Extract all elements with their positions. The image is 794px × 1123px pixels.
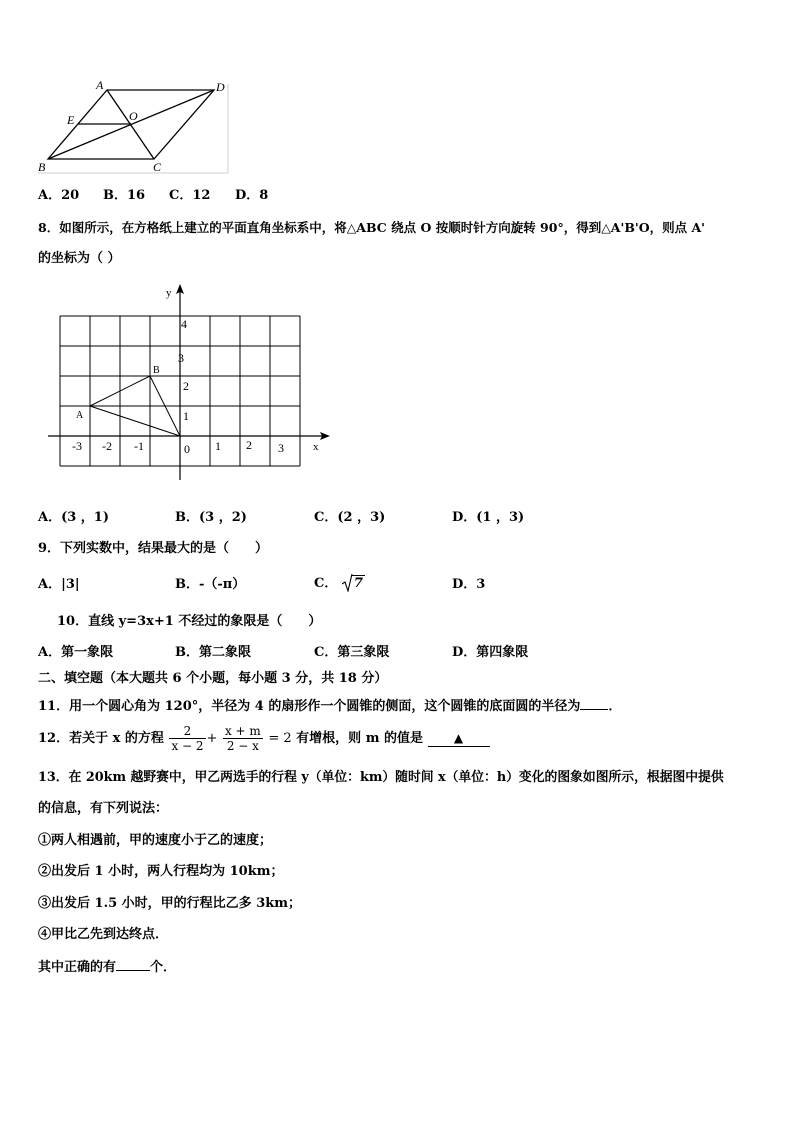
fraction-1 — [169, 724, 205, 753]
y-tick-4: 4 — [181, 317, 187, 331]
x-tick-2: 2 — [246, 438, 252, 452]
q11-end: ． — [608, 699, 622, 714]
y-tick-2: 2 — [183, 379, 189, 393]
label-a: A — [96, 78, 104, 92]
label-o: O — [129, 109, 138, 123]
q12-suffix: 有增根，则 m 的值是 — [296, 731, 423, 746]
label-e: E — [67, 113, 75, 127]
q10-stem: 10．直线 y=3x+1 不经过的象限是（ ） — [57, 614, 322, 629]
q13-conclusion-prefix: 其中正确的有 — [38, 960, 117, 975]
q11-text: 11．用一个圆心角为 120°，半径为 4 的扇形作一个圆锥的侧面，这个圆锥的底面圆的半径为 — [38, 699, 581, 714]
q8-option-b: B．(3 ，2) — [175, 510, 247, 525]
q12-line — [38, 721, 490, 761]
q10-option-c: C．第三象限 — [314, 645, 390, 660]
q9-stem: 9．下列实数中，结果最大的是（ ） — [38, 541, 269, 556]
q13-stem-line1: 13．在 20km 越野赛中，甲乙两选手的行程 y（单位：km）随时间 x（单位：h）变化的图象如图所示，根据图中提供 — [38, 770, 724, 785]
q12-prefix: 12．若关于 x 的方程 — [38, 731, 164, 746]
q9-option-b: B．-（-π） — [175, 577, 246, 592]
parallelogram-figure — [34, 76, 234, 176]
x-tick-neg1: -1 — [134, 439, 144, 453]
label-b: B — [38, 160, 46, 174]
y-tick-3: 3 — [178, 351, 184, 365]
q9-option-a: A．|3| — [38, 577, 80, 592]
answer-marker-icon: ▲ — [453, 731, 464, 745]
sqrt-icon — [342, 573, 353, 592]
q10-option-b: B．第二象限 — [175, 645, 251, 660]
q11-answer-blank — [580, 697, 608, 710]
fraction-1-numerator: 2 — [169, 724, 205, 739]
sqrt-radicand: 7 — [353, 576, 363, 591]
q13-conclusion-suffix: 个． — [150, 960, 177, 975]
plus-sign: + — [206, 731, 218, 746]
x-tick-neg2: -2 — [102, 439, 112, 453]
q8-option-d: D．(1 ，3) — [452, 510, 525, 525]
q7-option-c: C．12 — [169, 188, 211, 203]
sqrt-expression — [342, 575, 365, 592]
y-tick-1: 1 — [183, 409, 189, 423]
q8-stem-line1: 8．如图所示，在方格纸上建立的平面直角坐标系中，将△ABC 绕点 O 按顺时针方向旋转 90°，得到△A'B'O，则点 A' — [38, 220, 705, 235]
y-axis-label: y — [166, 287, 172, 299]
x-tick-0: 0 — [184, 442, 190, 456]
q7-option-a: A．20 — [38, 188, 80, 203]
q13-stem-line2: 的信息，有下列说法： — [38, 801, 169, 816]
q8-stem-line2: 的坐标为（ ） — [38, 251, 121, 266]
fraction-2 — [223, 724, 263, 753]
x-tick-neg3: -3 — [72, 439, 82, 453]
coordinate-grid-figure — [40, 280, 340, 485]
q13-statement-3: ③出发后 1.5 小时，甲的行程比乙多 3km； — [38, 896, 302, 911]
q13-statement-1: ①两人相遇前，甲的速度小于乙的速度； — [38, 833, 273, 848]
q13-answer-blank — [116, 958, 150, 971]
section-heading: 二、填空题（本大题共 6 个小题，每小题 3 分，共 18 分） — [38, 671, 388, 686]
q10-option-a: A．第一象限 — [38, 645, 114, 660]
label-c: C — [153, 160, 162, 174]
q9-option-c — [314, 575, 365, 592]
x-tick-3: 3 — [278, 441, 284, 455]
q7-option-d: D．8 — [235, 188, 269, 203]
fraction-1-denominator: x − 2 — [171, 739, 204, 753]
q13-statement-4: ④甲比乙先到达终点． — [38, 927, 169, 942]
q7-option-b: B．16 — [103, 188, 146, 203]
q13-conclusion — [38, 958, 176, 976]
fraction-2-denominator: 2 − x — [226, 739, 259, 753]
q12-answer-blank — [428, 730, 490, 747]
equals-two: = 2 — [268, 731, 292, 746]
label-d: D — [216, 80, 225, 94]
q10-option-d: D．第四象限 — [452, 645, 529, 660]
point-b-label: B — [153, 365, 160, 376]
q9-option-c-prefix: C． — [314, 576, 338, 591]
x-axis-label: x — [313, 441, 319, 453]
x-tick-1: 1 — [215, 439, 221, 453]
q13-statement-2: ②出发后 1 小时，两人行程均为 10km； — [38, 864, 284, 879]
q11-line — [38, 697, 621, 715]
q8-option-c: C．(2 ，3) — [314, 510, 386, 525]
q8-option-a: A．(3 ，1) — [38, 510, 110, 525]
point-a-label: A — [76, 410, 84, 421]
q9-option-d: D．3 — [452, 577, 486, 592]
fraction-2-numerator: x + m — [224, 724, 261, 738]
